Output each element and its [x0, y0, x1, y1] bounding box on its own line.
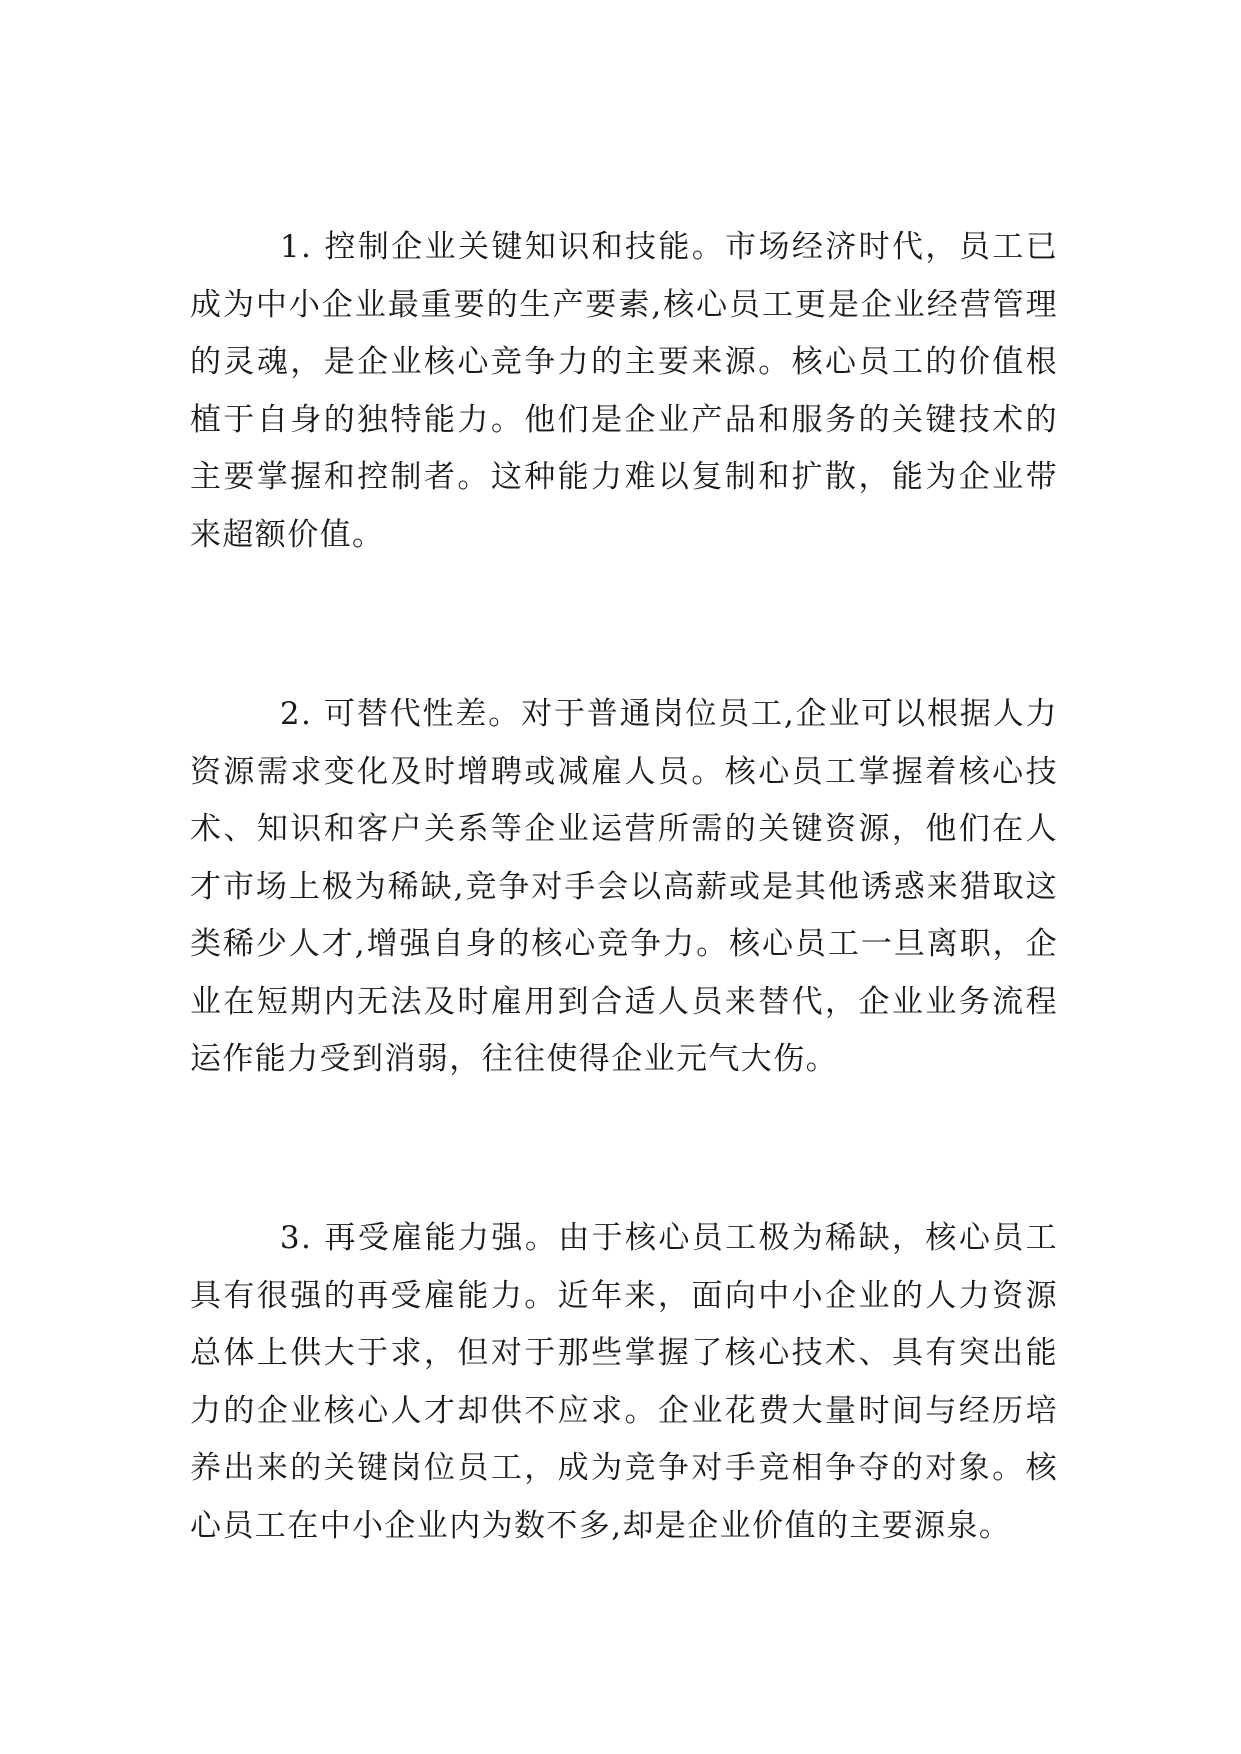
paragraph-reemployability: 3. 再受雇能力强。由于核心员工极为稀缺，核心员工具有很强的再受雇能力。近年来，面向中小企业的人力资源总体上供大于求，但对于那些掌握了核心技术、具有突出能力的企业核心人才却供不应求。企业花费大量时间与经历培养出来的关键岗位员工，成为竞争对手竞相争夺的对象。核心员工在中小企业内为数不多,却是企业价值的主要源泉。 [190, 1220, 1058, 1544]
paragraph-key-knowledge: 1. 控制企业关键知识和技能。市场经济时代，员工已成为中小企业最重要的生产要素,核心员工更是企业经营管理的灵魂，是企业核心竞争力的主要来源。核心员工的价值根植于自身的独特能力。他们是企业产品和服务的关键技术的主要掌握和控制者。这种能力难以复制和扩散，能为企业带来超额价值。 [190, 229, 1058, 553]
paragraph-low-substitutability: 2. 可替代性差。对于普通岗位员工,企业可以根据人力资源需求变化及时增聘或减雇人员。核心员工掌握着核心技术、知识和客户关系等企业运营所需的关键资源，他们在人才市场上极为稀缺,竞争对手会以高薪或是其他诱惑来猎取这类稀少人才,增强自身的核心竞争力。核心员工一旦离职，企业在短期内无法及时雇用到合适人员来替代，企业业务流程运作能力受到消弱，往往使得企业元气大伤。 [190, 696, 1058, 1077]
